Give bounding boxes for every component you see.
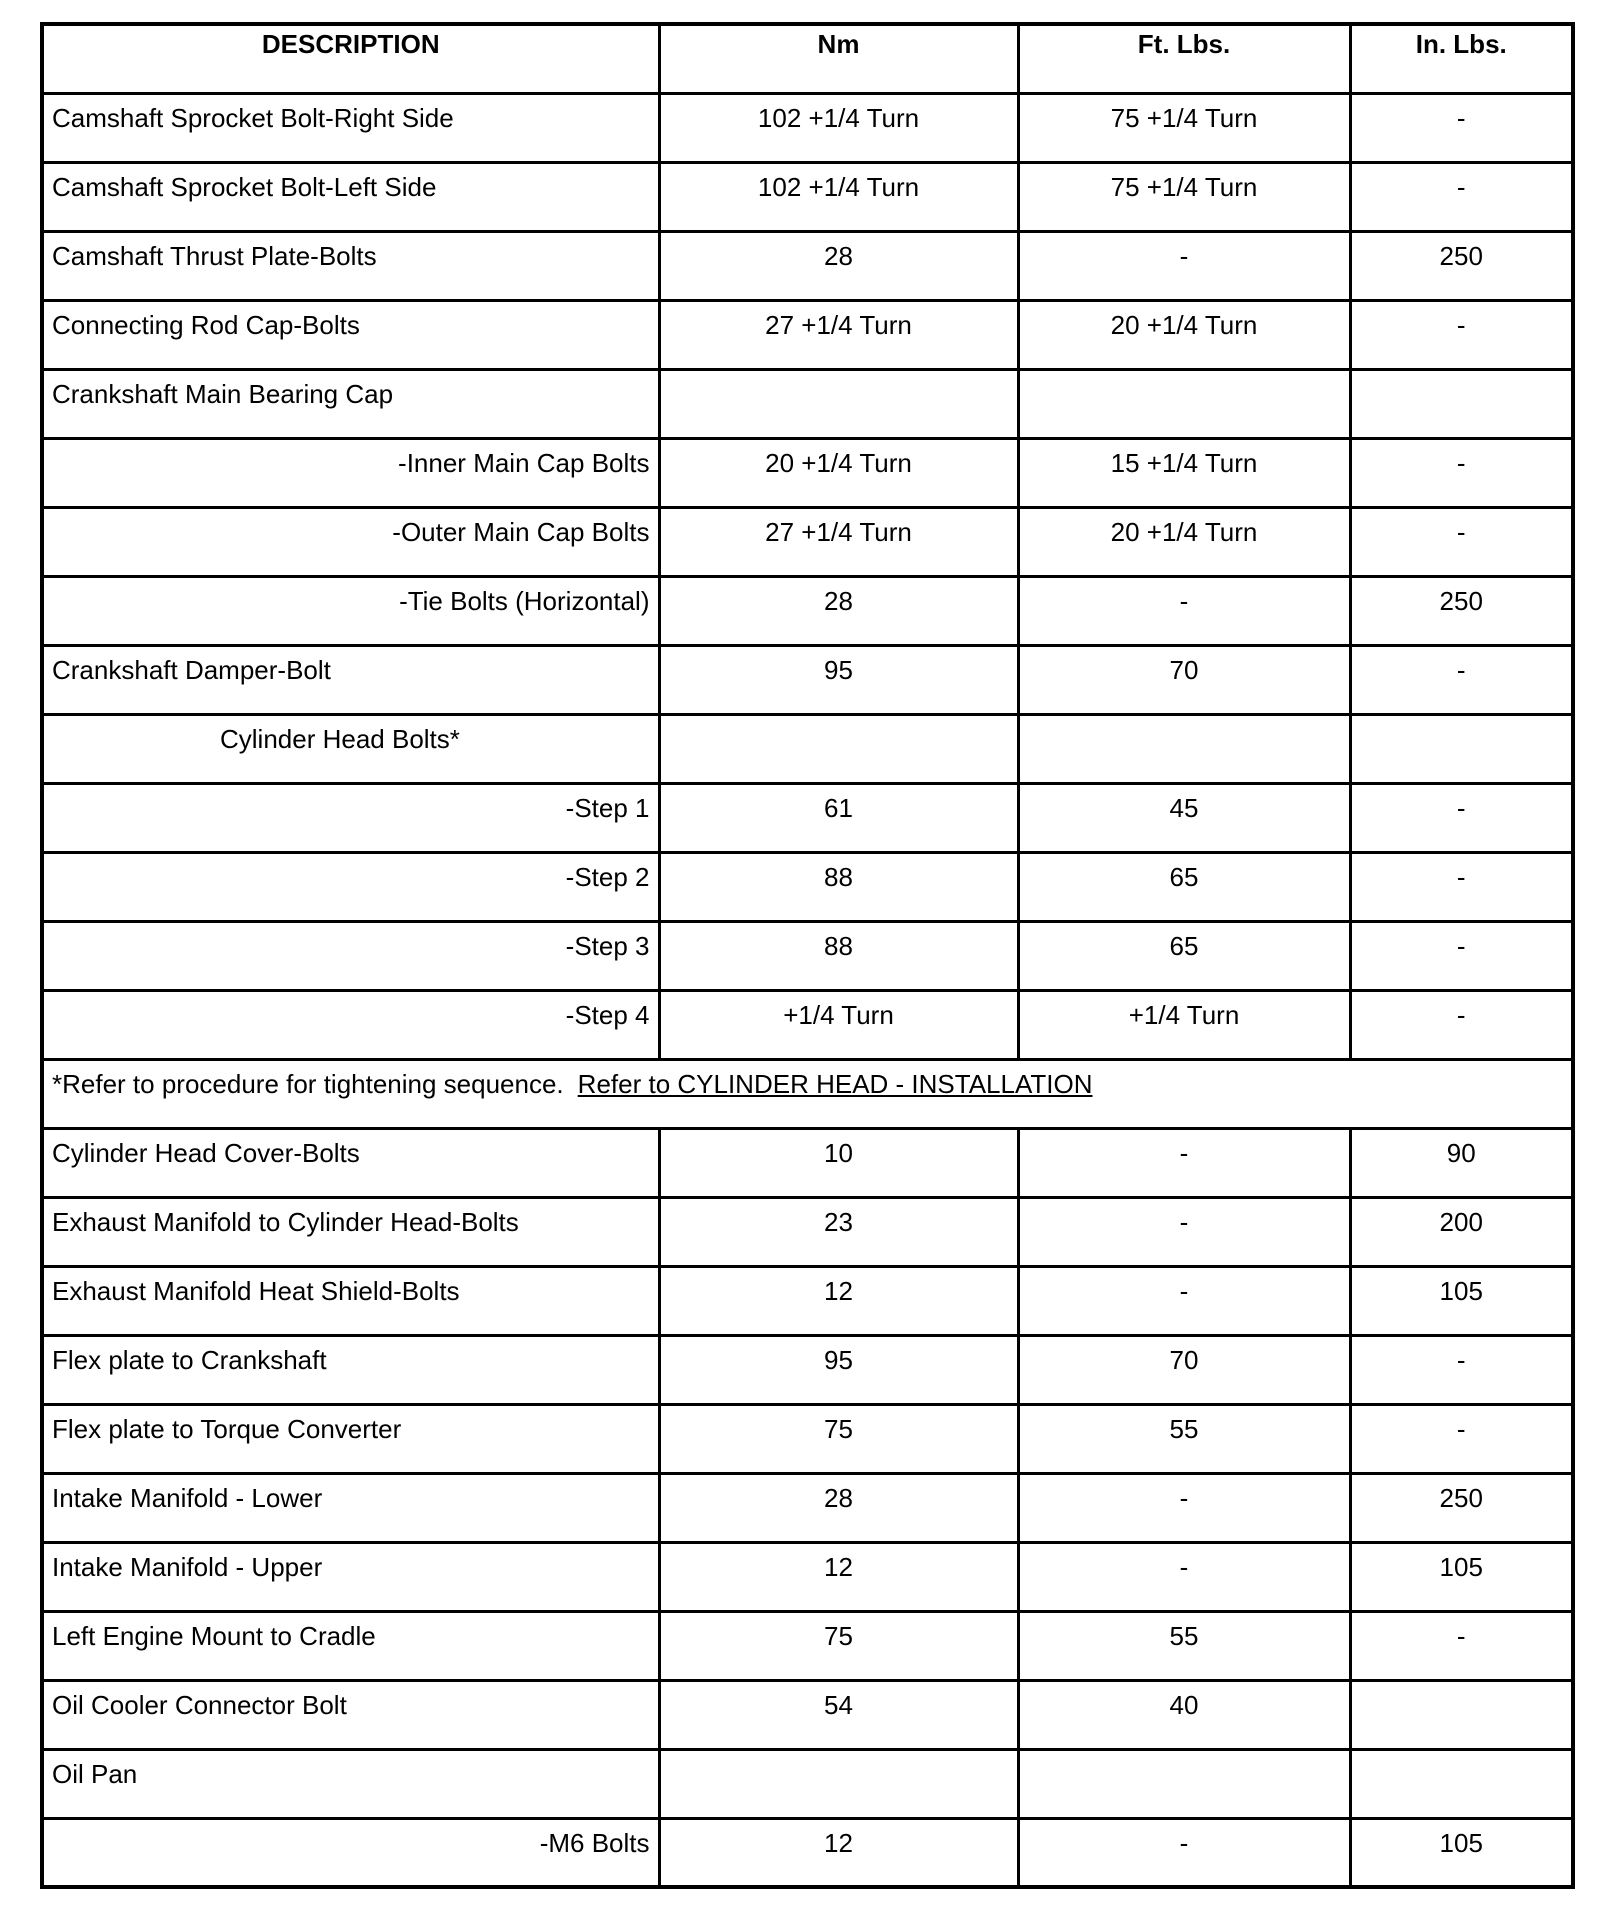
row-in-lbs: - [1350,1404,1573,1473]
row-in-lbs: 200 [1350,1197,1573,1266]
row-description: Flex plate to Torque Converter [42,1404,659,1473]
table-row [42,576,1573,645]
row-description: Camshaft Thrust Plate-Bolts [42,231,659,300]
row-ft-lbs: 15 +1/4 Turn [1018,438,1350,507]
row-nm [659,714,1018,783]
row-description: Camshaft Sprocket Bolt-Right Side [42,93,659,162]
row-in-lbs [1350,1680,1573,1749]
row-nm: 88 [659,852,1018,921]
row-ft-lbs: 55 [1018,1404,1350,1473]
row-nm: 20 +1/4 Turn [659,438,1018,507]
row-in-lbs: 250 [1350,576,1573,645]
table-row [42,645,1573,714]
table-row [42,1197,1573,1266]
row-ft-lbs: 70 [1018,645,1350,714]
row-ft-lbs: 75 +1/4 Turn [1018,93,1350,162]
table-row [42,990,1573,1059]
table-row [42,1335,1573,1404]
row-description: -M6 Bolts [42,1818,659,1887]
row-nm: 12 [659,1266,1018,1335]
row-in-lbs: - [1350,438,1573,507]
table-row [42,93,1573,162]
row-description: Exhaust Manifold Heat Shield-Bolts [42,1266,659,1335]
table-row [42,1404,1573,1473]
note-row [42,1059,1573,1128]
table-header-row [42,24,1573,93]
table-row [42,507,1573,576]
table-row [42,1749,1573,1818]
table-row [42,714,1573,783]
row-ft-lbs: - [1018,231,1350,300]
row-ft-lbs: 65 [1018,921,1350,990]
row-in-lbs: 250 [1350,231,1573,300]
row-in-lbs: - [1350,852,1573,921]
row-in-lbs: - [1350,921,1573,990]
row-nm: 95 [659,1335,1018,1404]
table-row [42,438,1573,507]
row-description: Cylinder Head Bolts* [42,714,659,783]
table-row [42,1611,1573,1680]
row-ft-lbs: 65 [1018,852,1350,921]
row-ft-lbs: - [1018,1197,1350,1266]
table-row [42,852,1573,921]
table-row [42,300,1573,369]
row-in-lbs: 90 [1350,1128,1573,1197]
row-nm: 61 [659,783,1018,852]
row-description: -Tie Bolts (Horizontal) [42,576,659,645]
table-row [42,1818,1573,1887]
row-ft-lbs: 70 [1018,1335,1350,1404]
row-in-lbs: - [1350,162,1573,231]
row-description: Exhaust Manifold to Cylinder Head-Bolts [42,1197,659,1266]
row-ft-lbs [1018,1749,1350,1818]
row-nm: 27 +1/4 Turn [659,300,1018,369]
row-in-lbs: - [1350,507,1573,576]
note-text: *Refer to procedure for tightening sequence. [52,1068,564,1099]
row-in-lbs: 105 [1350,1266,1573,1335]
row-in-lbs: - [1350,1335,1573,1404]
table-row [42,1680,1573,1749]
row-nm: 102 +1/4 Turn [659,162,1018,231]
row-in-lbs [1350,1749,1573,1818]
table-row [42,921,1573,990]
row-in-lbs: - [1350,783,1573,852]
row-nm [659,369,1018,438]
header-in-lbs: In. Lbs. [1350,24,1573,93]
row-description: Oil Cooler Connector Bolt [42,1680,659,1749]
row-nm: 28 [659,1473,1018,1542]
row-description: Intake Manifold - Lower [42,1473,659,1542]
row-nm: 12 [659,1818,1018,1887]
header-ft-lbs: Ft. Lbs. [1018,24,1350,93]
row-in-lbs: 105 [1350,1818,1573,1887]
row-in-lbs: - [1350,645,1573,714]
row-nm: 28 [659,576,1018,645]
row-in-lbs: - [1350,300,1573,369]
torque-spec-table [40,22,1575,1889]
row-nm: +1/4 Turn [659,990,1018,1059]
row-nm: 95 [659,645,1018,714]
table-row [42,1266,1573,1335]
row-ft-lbs: 75 +1/4 Turn [1018,162,1350,231]
note-cell [42,1059,1573,1128]
table-row [42,783,1573,852]
row-description: Left Engine Mount to Cradle [42,1611,659,1680]
row-ft-lbs: - [1018,576,1350,645]
table-row [42,162,1573,231]
row-description: -Step 3 [42,921,659,990]
row-nm: 10 [659,1128,1018,1197]
row-description: Intake Manifold - Upper [42,1542,659,1611]
row-nm: 28 [659,231,1018,300]
cylinder-head-installation-link[interactable]: Refer to CYLINDER HEAD - INSTALLATION [577,1068,1093,1099]
row-description: -Step 2 [42,852,659,921]
row-ft-lbs: 55 [1018,1611,1350,1680]
row-nm: 23 [659,1197,1018,1266]
row-nm: 88 [659,921,1018,990]
row-ft-lbs [1018,714,1350,783]
row-description: Oil Pan [42,1749,659,1818]
table-row [42,1542,1573,1611]
row-description: Crankshaft Main Bearing Cap [42,369,659,438]
table-row [42,1473,1573,1542]
row-ft-lbs: - [1018,1128,1350,1197]
row-in-lbs [1350,714,1573,783]
row-nm: 75 [659,1404,1018,1473]
row-ft-lbs [1018,369,1350,438]
row-nm [659,1749,1018,1818]
row-in-lbs: - [1350,93,1573,162]
row-in-lbs: - [1350,990,1573,1059]
row-in-lbs: 105 [1350,1542,1573,1611]
row-nm: 27 +1/4 Turn [659,507,1018,576]
row-ft-lbs: 40 [1018,1680,1350,1749]
row-description: -Outer Main Cap Bolts [42,507,659,576]
row-ft-lbs: 20 +1/4 Turn [1018,507,1350,576]
row-ft-lbs: +1/4 Turn [1018,990,1350,1059]
row-ft-lbs: 20 +1/4 Turn [1018,300,1350,369]
row-in-lbs [1350,369,1573,438]
header-description: DESCRIPTION [42,24,659,93]
table-row [42,231,1573,300]
row-in-lbs: - [1350,1611,1573,1680]
row-ft-lbs: - [1018,1473,1350,1542]
row-nm: 102 +1/4 Turn [659,93,1018,162]
row-ft-lbs: - [1018,1542,1350,1611]
row-ft-lbs: 45 [1018,783,1350,852]
row-nm: 54 [659,1680,1018,1749]
row-description: Connecting Rod Cap-Bolts [42,300,659,369]
row-ft-lbs: - [1018,1266,1350,1335]
row-description: Camshaft Sprocket Bolt-Left Side [42,162,659,231]
row-description: -Step 4 [42,990,659,1059]
row-nm: 12 [659,1542,1018,1611]
row-description: Crankshaft Damper-Bolt [42,645,659,714]
row-description: -Step 1 [42,783,659,852]
table-row [42,369,1573,438]
row-description: Cylinder Head Cover-Bolts [42,1128,659,1197]
table-row [42,1128,1573,1197]
row-in-lbs: 250 [1350,1473,1573,1542]
row-description: -Inner Main Cap Bolts [42,438,659,507]
row-ft-lbs: - [1018,1818,1350,1887]
header-nm: Nm [659,24,1018,93]
row-nm: 75 [659,1611,1018,1680]
row-description: Flex plate to Crankshaft [42,1335,659,1404]
